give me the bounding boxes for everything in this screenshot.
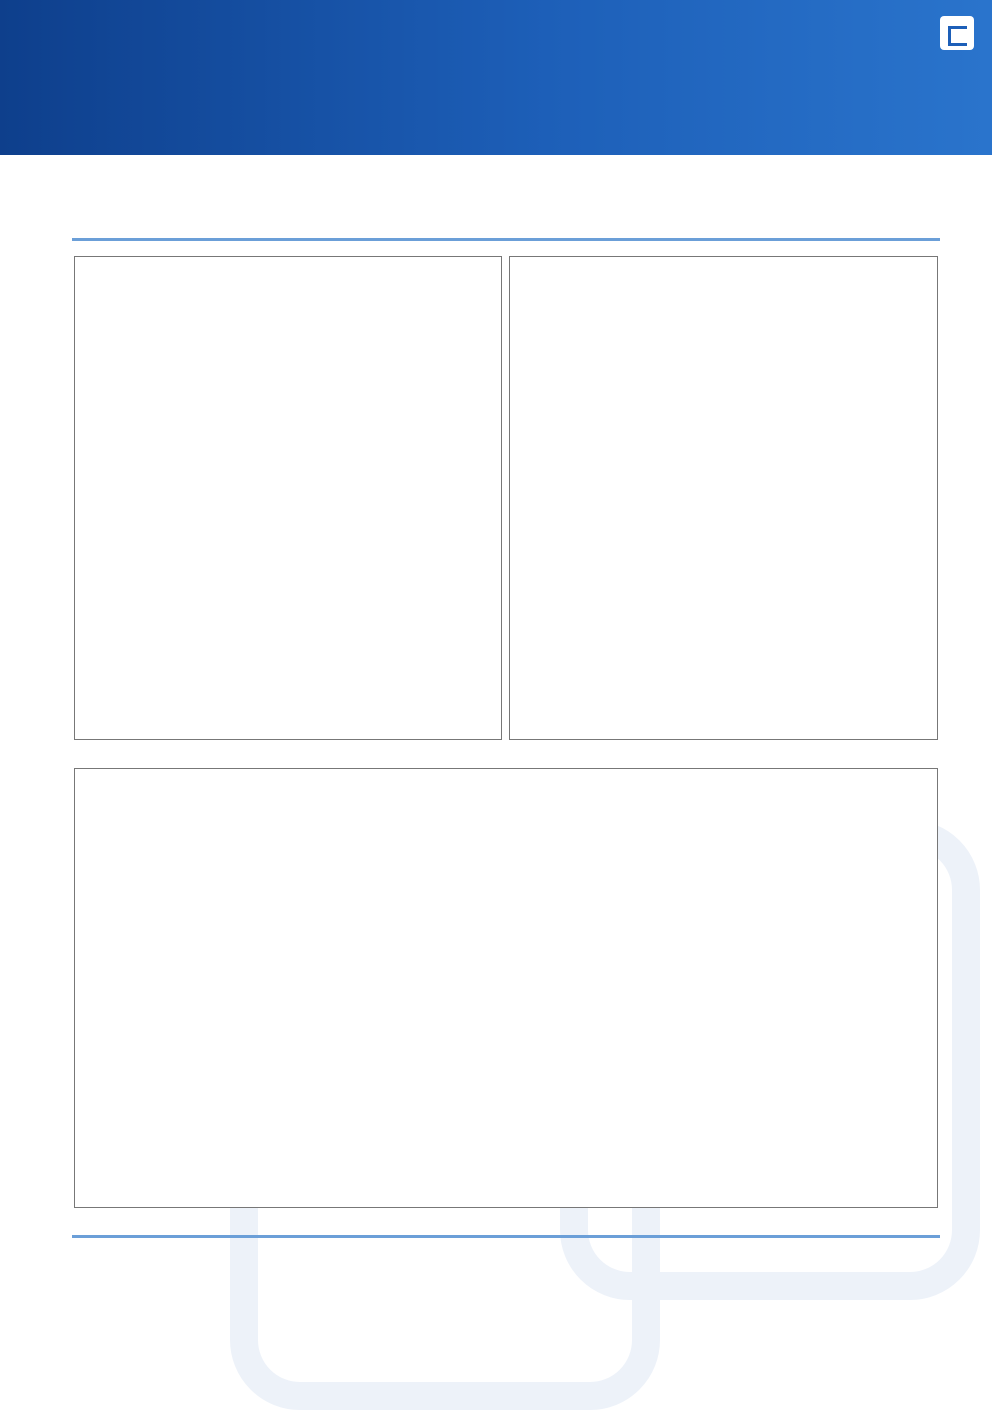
static-snapshot-panel	[74, 256, 502, 740]
divider	[72, 1235, 940, 1238]
report-header	[0, 0, 992, 155]
section-heading	[74, 181, 132, 203]
spot-tracking-panel	[74, 768, 938, 1208]
divider	[72, 238, 940, 241]
company-logo-icon	[940, 16, 974, 50]
dynamic-compare-panel	[509, 256, 938, 740]
